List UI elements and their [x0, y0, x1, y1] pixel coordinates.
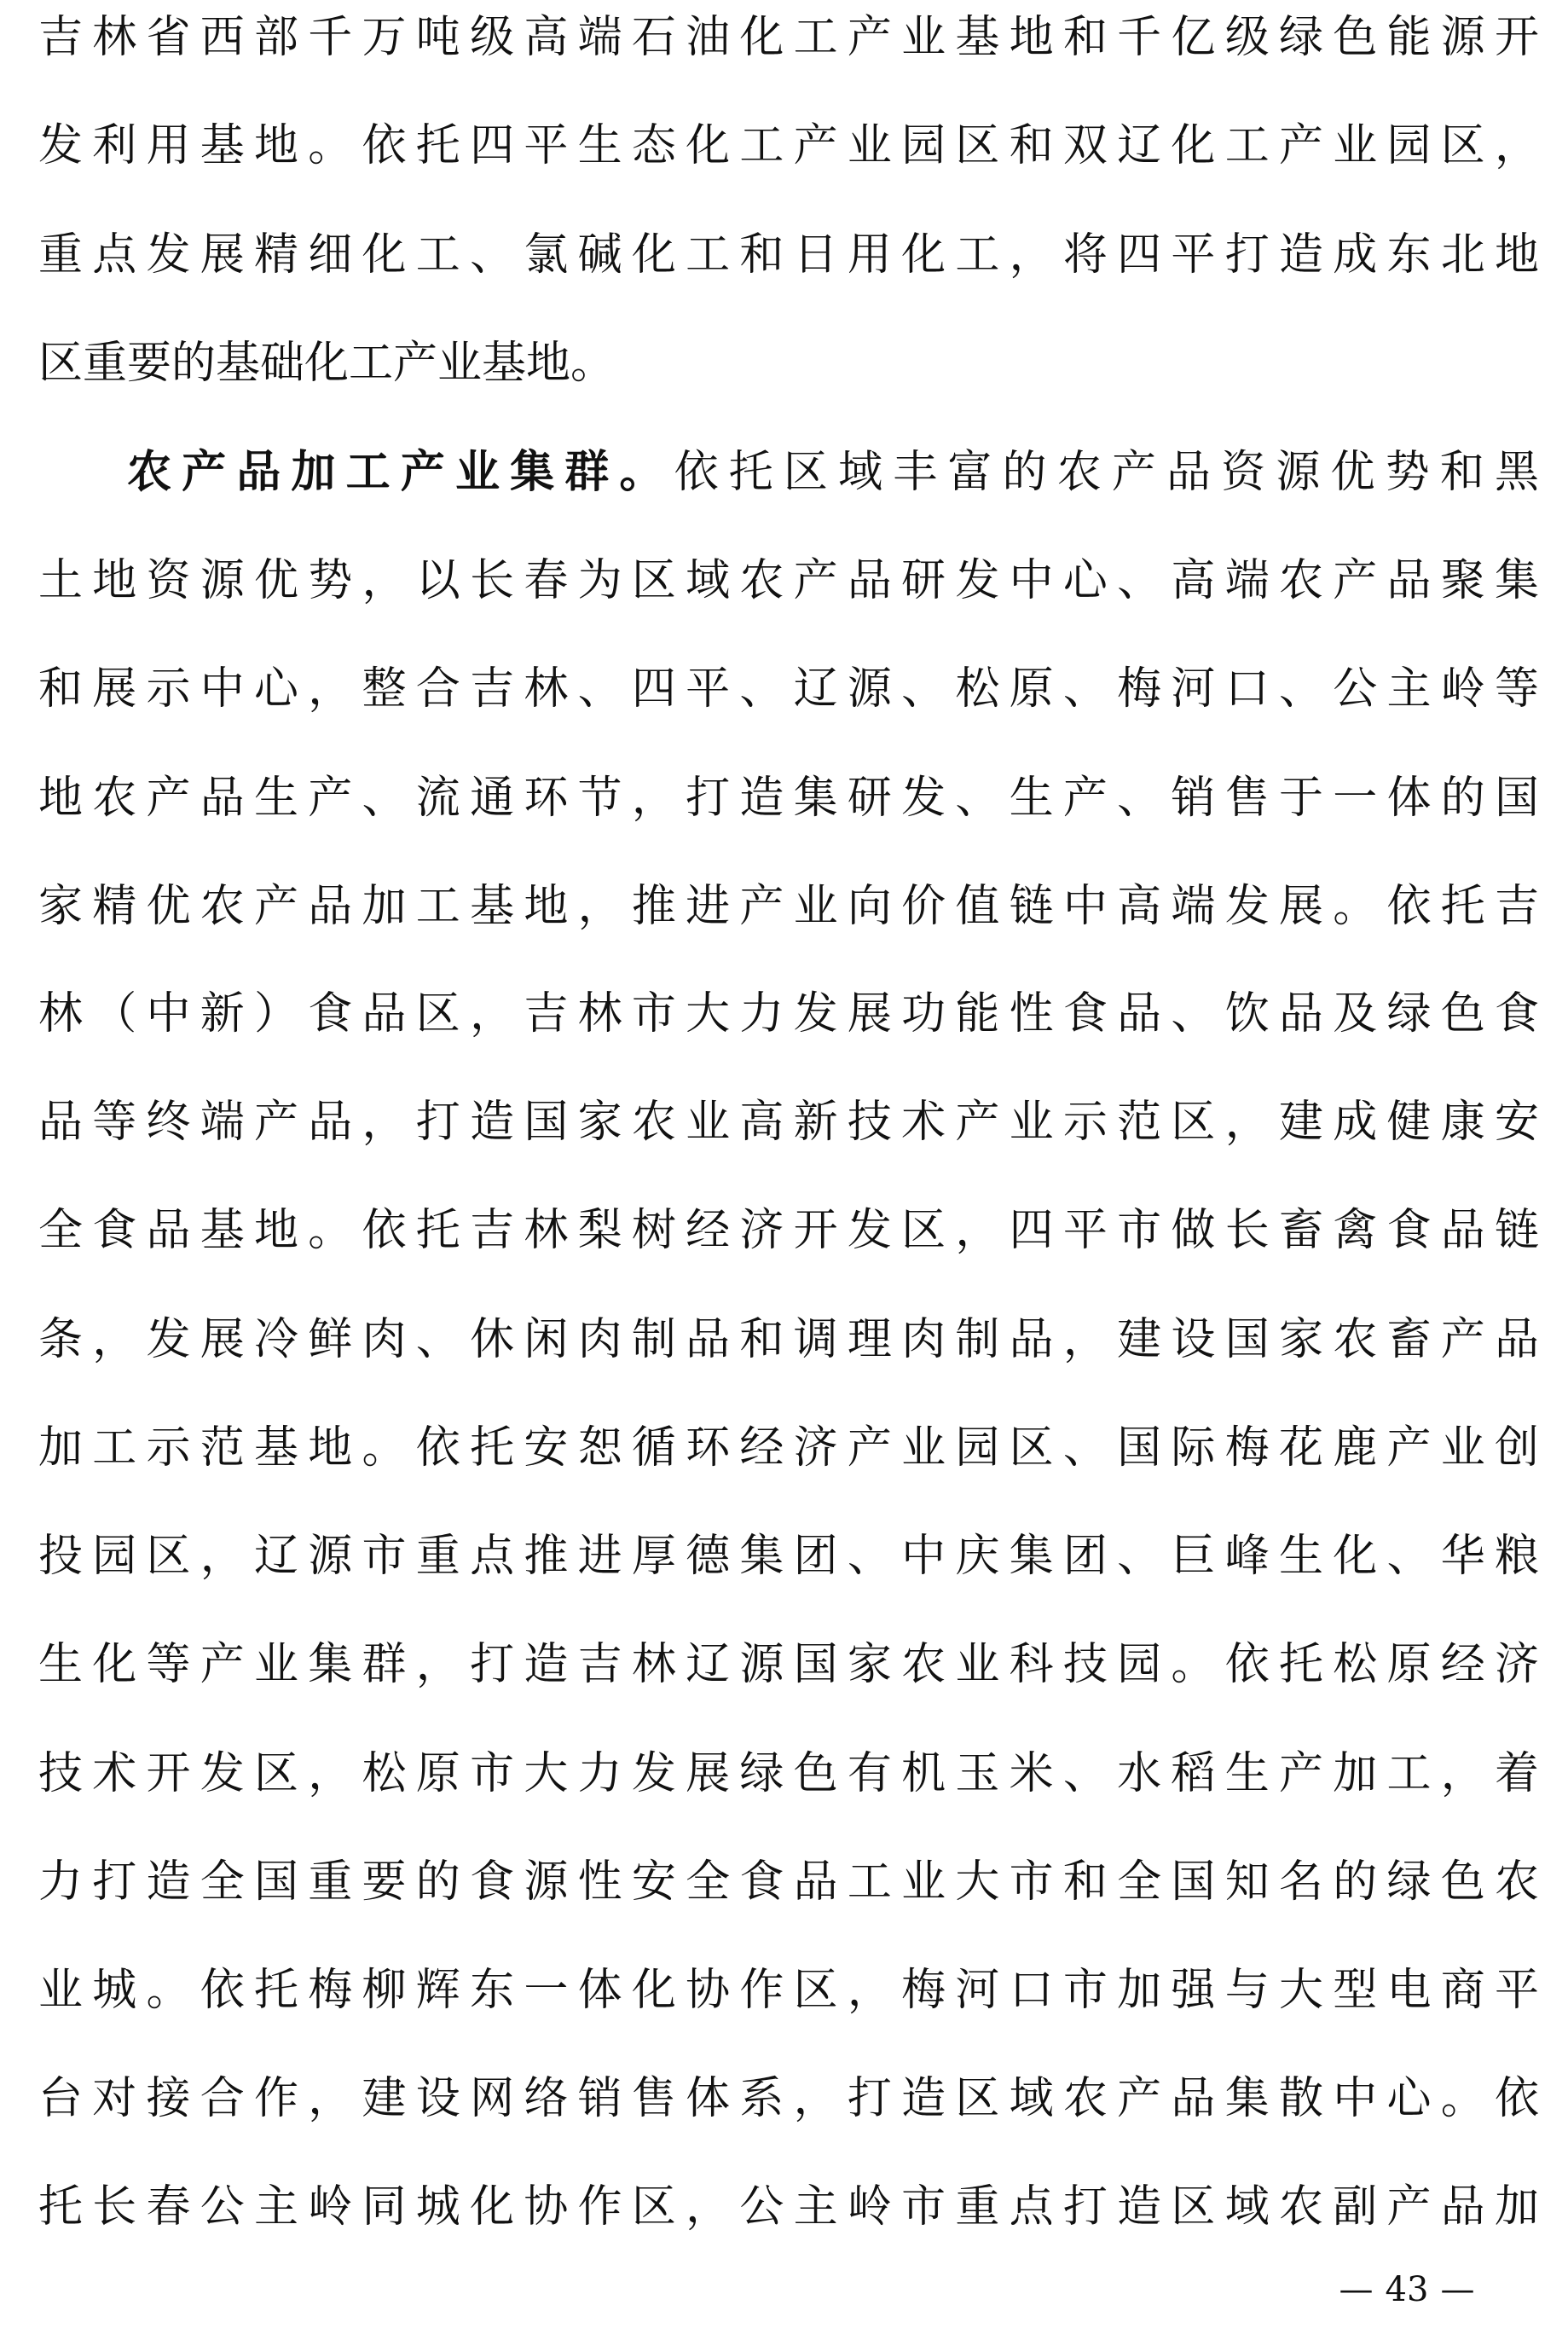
paragraph-line: 品等终端产品，打造国家农业高新技术产业示范区，建成健康安	[38, 1097, 1539, 1148]
paragraph-first-line	[127, 447, 1539, 498]
footer-dash-right: —	[1440, 2270, 1475, 2309]
paragraph-line: 技术开发区，松原市大力发展绿色有机玉米、水稻生产加工，着	[38, 1748, 1539, 1799]
section-heading: 农产品加工产业集群。	[127, 446, 674, 498]
paragraph-line: 家精优农产品加工基地，推进产业向价值链中高端发展。依托吉	[38, 881, 1539, 932]
page-footer	[1279, 2268, 1535, 2311]
paragraph-line: 地农产品生产、流通环节，打造集研发、生产、销售于一体的国	[38, 773, 1539, 824]
paragraph-line: 区重要的基础化工产业基地。	[38, 338, 616, 389]
paragraph-line: 生化等产业集群，打造吉林辽源国家农业科技园。依托松原经济	[38, 1639, 1539, 1690]
paragraph-line: 土地资源优势，以长春为区域农产品研发中心、高端农产品聚集	[38, 555, 1539, 606]
paragraph-line: 重点发展精细化工、氯碱化工和日用化工，将四平打造成东北地	[38, 229, 1539, 281]
paragraph-line: 投园区，辽源市重点推进厚德集团、中庆集团、巨峰生化、华粮	[38, 1531, 1539, 1582]
paragraph-line: 吉林省西部千万吨级高端石油化工产业基地和千亿级绿色能源开	[38, 12, 1539, 63]
page-number: 43	[1385, 2270, 1429, 2309]
paragraph-line: 台对接合作，建设网络销售体系，打造区域农产品集散中心。依	[38, 2073, 1539, 2124]
paragraph-line: 全食品基地。依托吉林梨树经济开发区，四平市做长畜禽食品链	[38, 1205, 1539, 1256]
paragraph-line: 加工示范基地。依托安恕循环经济产业园区、国际梅花鹿产业创	[38, 1422, 1539, 1474]
paragraph-line: 力打造全国重要的食源性安全食品工业大市和全国知名的绿色农	[38, 1856, 1539, 1908]
paragraph-line: 发利用基地。依托四平生态化工产业园区和双辽化工产业园区，	[38, 120, 1539, 171]
paragraph-line: 条，发展冷鲜肉、休闲肉制品和调理肉制品，建设国家农畜产品	[38, 1314, 1539, 1365]
paragraph-line: 和展示中心，整合吉林、四平、辽源、松原、梅河口、公主岭等	[38, 663, 1539, 715]
paragraph-line: 林（中新）食品区，吉林市大力发展功能性食品、饮品及绿色食	[38, 988, 1539, 1040]
paragraph-line: 托长春公主岭同城化协作区，公主岭市重点打造区域农副产品加	[38, 2181, 1539, 2233]
footer-dash-left: —	[1339, 2270, 1374, 2309]
paragraph-line: 业城。依托梅柳辉东一体化协作区，梅河口市加强与大型电商平	[38, 1965, 1539, 2016]
paragraph-text: 依托区域丰富的农产品资源优势和黑	[674, 447, 1539, 498]
